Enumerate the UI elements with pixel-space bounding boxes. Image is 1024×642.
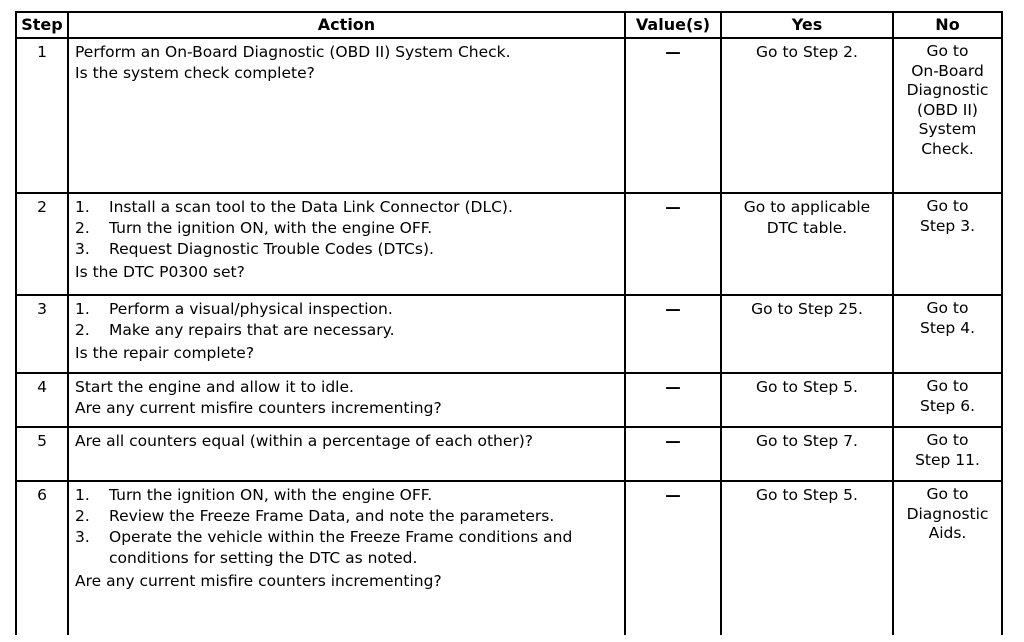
header-row	[16, 12, 1002, 38]
value-dash: —	[665, 43, 681, 61]
item-number: 2.	[75, 507, 90, 525]
yes-text: Go to Step 25.	[751, 300, 863, 318]
no-text: Go to	[926, 299, 969, 317]
yes-text: Go to Step 2.	[756, 43, 858, 61]
step-number: 1	[16, 38, 68, 193]
yes-cell	[721, 193, 893, 295]
value-dash: —	[665, 432, 681, 450]
action-cell	[68, 295, 625, 373]
no-text: Diagnostic	[906, 504, 989, 523]
no-text: Go to	[926, 485, 969, 503]
no-text: System	[918, 120, 977, 138]
yes-cell	[721, 38, 893, 193]
action-list-item	[75, 239, 618, 260]
item-text: Review the Freeze Frame Data, and note the parameters.	[109, 507, 555, 525]
item-number: 1.	[75, 198, 90, 216]
item-number: 3.	[75, 528, 90, 546]
step-number: 4	[16, 373, 68, 427]
value-cell	[625, 427, 721, 481]
table-row	[16, 193, 1002, 295]
action-list	[75, 485, 618, 569]
diagnostic-table	[15, 11, 1003, 635]
item-number: 1.	[75, 300, 90, 318]
value-cell	[625, 295, 721, 373]
action-list-item	[75, 299, 618, 320]
item-text: Make any repairs that are necessary.	[109, 321, 395, 339]
value-dash: —	[665, 486, 681, 504]
action-question: Is the repair complete?	[75, 344, 255, 362]
value-dash: —	[665, 198, 681, 216]
item-text: Operate the vehicle within the Freeze Frame conditions and conditions for setting the DTC as noted.	[109, 528, 573, 567]
action-list-item	[75, 527, 618, 569]
item-text: Turn the ignition ON, with the engine OFF.	[109, 486, 433, 504]
action-cell	[68, 373, 625, 427]
step-number: 5	[16, 427, 68, 481]
no-cell	[893, 427, 1002, 481]
yes-text: Go to Step 5.	[756, 378, 858, 396]
no-text: Check.	[921, 139, 974, 158]
no-cell	[893, 373, 1002, 427]
item-text: Turn the ignition ON, with the engine OFF.	[109, 219, 433, 237]
action-list	[75, 197, 618, 260]
value-cell	[625, 481, 721, 635]
no-text: Step 11.	[915, 450, 980, 469]
value-cell	[625, 193, 721, 295]
action-question: Are any current misfire counters incrementing?	[75, 399, 442, 417]
action-list-item	[75, 197, 618, 218]
step-number: 2	[16, 193, 68, 295]
no-text: Go to	[926, 431, 969, 449]
action-list-item	[75, 218, 618, 239]
action-text: Perform an On-Board Diagnostic (OBD II) System Check.	[75, 43, 511, 61]
action-list-item	[75, 506, 618, 527]
no-text: Go to	[926, 377, 969, 395]
action-list-item	[75, 320, 618, 341]
yes-cell	[721, 481, 893, 635]
header-yes: Yes	[721, 12, 893, 38]
action-cell	[68, 193, 625, 295]
action-question: Are all counters equal (within a percentage of each other)?	[75, 432, 534, 450]
action-list	[75, 299, 618, 341]
item-number: 2.	[75, 321, 90, 339]
action-question: Is the system check complete?	[75, 64, 315, 82]
value-cell	[625, 373, 721, 427]
no-text: Step 6.	[919, 396, 975, 415]
item-number: 2.	[75, 219, 90, 237]
table-row	[16, 373, 1002, 427]
header-values: Value(s)	[625, 12, 721, 38]
no-text: Aids.	[928, 524, 967, 542]
no-text: Diagnostic	[906, 81, 989, 99]
table-row	[16, 481, 1002, 635]
value-dash: —	[665, 300, 681, 318]
item-number: 1.	[75, 486, 90, 504]
action-cell	[68, 481, 625, 635]
action-question: Are any current misfire counters incrementing?	[75, 572, 442, 590]
table-row	[16, 295, 1002, 373]
no-text: Go to	[926, 197, 969, 215]
header-step: Step	[16, 12, 68, 38]
action-cell	[68, 38, 625, 193]
step-number: 6	[16, 481, 68, 635]
yes-cell	[721, 427, 893, 481]
no-text: Go to	[926, 42, 969, 60]
yes-text: Go to Step 7.	[756, 432, 858, 450]
yes-text: Go to applicable	[743, 198, 871, 216]
step-number: 3	[16, 295, 68, 373]
yes-text: Go to Step 5.	[756, 486, 858, 504]
item-number: 3.	[75, 240, 90, 258]
value-dash: —	[665, 378, 681, 396]
no-cell	[893, 193, 1002, 295]
yes-text: DTC table.	[766, 219, 848, 237]
action-list-item	[75, 485, 618, 506]
yes-cell	[721, 295, 893, 373]
no-cell	[893, 481, 1002, 635]
item-text: Perform a visual/physical inspection.	[109, 300, 393, 318]
table-row	[16, 38, 1002, 193]
no-cell	[893, 295, 1002, 373]
no-cell	[893, 38, 1002, 193]
action-text: Start the engine and allow it to idle.	[75, 378, 354, 396]
item-text: Install a scan tool to the Data Link Connector (DLC).	[109, 198, 513, 216]
no-text: On-Board	[911, 61, 984, 80]
item-text: Request Diagnostic Trouble Codes (DTCs).	[109, 240, 434, 258]
no-text: Step 3.	[919, 216, 975, 235]
yes-cell	[721, 373, 893, 427]
no-text: (OBD II)	[917, 100, 978, 119]
table-row	[16, 427, 1002, 481]
action-question: Is the DTC P0300 set?	[75, 263, 245, 281]
action-cell	[68, 427, 625, 481]
value-cell	[625, 38, 721, 193]
header-action: Action	[68, 12, 625, 38]
no-text: Step 4.	[919, 318, 975, 337]
header-no: No	[893, 12, 1002, 38]
